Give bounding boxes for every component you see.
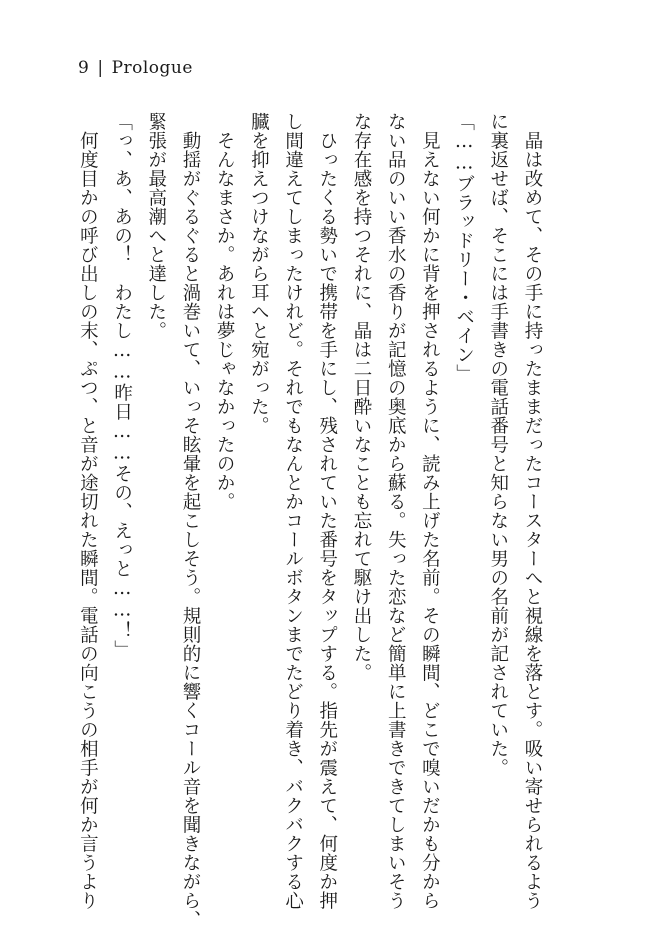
page-header (78, 58, 193, 78)
text-line: ない品のいい香水の香りが記憶の奥底から蘇る。失った恋など簡単に上書きできてしまいそう (385, 112, 407, 910)
text-line: 動揺がぐるぐると渦巻いて、いっそ眩暈を起こしそう。規則的に響くコール音を聞きながら、 (179, 112, 201, 929)
page-number: 9 (78, 58, 90, 78)
text-line: そんなまさか。あれは夢じゃなかったのか。 (214, 112, 236, 511)
text-line: 「……ブラッドリー・ベイン」 (453, 112, 475, 383)
vertical-body-text (77, 112, 549, 929)
text-line: に裏返せば、そこには手書きの電話番号と知らない男の名前が記されていた。 (487, 112, 509, 777)
text-line: な存在感を持つそれに、晶は二日酔いなことも忘れて駆け出した。 (350, 112, 372, 682)
text-line: 見えない何かに背を押されるように、読み上げた名前。その瞬間、どこで嗅いだかも分から (419, 112, 441, 910)
text-line: 緊張が最高潮へと達した。 (145, 112, 167, 340)
text-line: 何度目かの呼び出しの末、ぷつ、と音が途切れた瞬間。電話の向こうの相手が何か言うより (77, 112, 99, 910)
text-line: 臓を抑えつけながら耳へと宛がった。 (248, 112, 270, 435)
text-line: 晶は改めて、その手に持ったままだったコースターへと視線を落とす。吸い寄せられるよう (522, 112, 543, 910)
section-title: Prologue (111, 58, 193, 78)
text-line: 「っ、あ、あの！ わたし……昨日……その、えっと……！」 (111, 112, 133, 659)
text-line: ひったくる勢いで携帯を手にし、残されていた番号をタップする。指先が震えて、何度か押 (316, 112, 338, 910)
text-line: し間違えてしまったけれど。それでもなんとかコールボタンまでたどり着き、バクバクする心 (282, 112, 304, 910)
header-separator: | (97, 58, 104, 78)
